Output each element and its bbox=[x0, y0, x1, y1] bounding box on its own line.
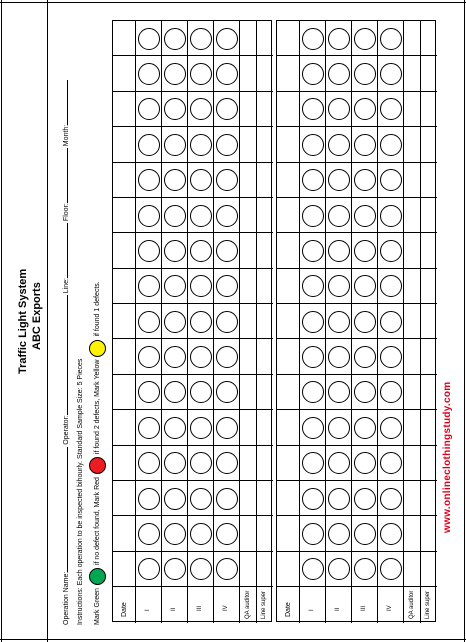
traffic-light-circle[interactable] bbox=[328, 134, 350, 156]
traffic-light-circle[interactable] bbox=[164, 134, 186, 156]
date-cell[interactable] bbox=[113, 339, 135, 373]
date-cell[interactable] bbox=[113, 375, 135, 409]
qa-auditor-cell[interactable] bbox=[240, 446, 256, 480]
qa-auditor-cell[interactable] bbox=[404, 410, 420, 444]
row-label: IV bbox=[223, 605, 229, 611]
date-cell[interactable] bbox=[277, 21, 299, 55]
traffic-light-circle[interactable] bbox=[190, 381, 212, 403]
operator-field[interactable] bbox=[67, 295, 68, 415]
line-super-cell[interactable] bbox=[421, 198, 436, 232]
line-super-cell[interactable] bbox=[257, 92, 272, 126]
traffic-light-circle[interactable] bbox=[164, 205, 186, 227]
traffic-light-circle[interactable] bbox=[302, 488, 324, 510]
line-super-cell[interactable] bbox=[421, 21, 436, 55]
company-name: ABC Exports bbox=[31, 282, 43, 350]
traffic-light-circle[interactable] bbox=[302, 240, 324, 262]
line-super-cell[interactable] bbox=[421, 339, 436, 373]
instructions: Instructions: Each operation to be inspected bihourly. Standard Sample Size: 5 Pieces bbox=[77, 358, 84, 625]
row-label: IV bbox=[387, 605, 393, 611]
traffic-light-circle[interactable] bbox=[164, 28, 186, 50]
date-cell[interactable] bbox=[113, 481, 135, 515]
date-cell[interactable] bbox=[277, 446, 299, 480]
qa-auditor-cell[interactable] bbox=[404, 375, 420, 409]
date-cell[interactable] bbox=[113, 163, 135, 197]
grid-row-divider bbox=[161, 21, 162, 623]
traffic-light-circle[interactable] bbox=[354, 346, 376, 368]
traffic-light-circle[interactable] bbox=[328, 523, 350, 545]
qa-auditor-cell[interactable] bbox=[404, 481, 420, 515]
traffic-light-circle[interactable] bbox=[138, 346, 160, 368]
qa-auditor-cell[interactable] bbox=[240, 127, 256, 161]
traffic-light-circle[interactable] bbox=[190, 28, 212, 50]
row-label: QA auditor bbox=[408, 590, 415, 619]
qa-auditor-cell[interactable] bbox=[240, 21, 256, 55]
date-cell[interactable] bbox=[277, 56, 299, 90]
traffic-light-circle[interactable] bbox=[354, 240, 376, 262]
traffic-light-circle[interactable] bbox=[354, 381, 376, 403]
legend-green-label: Mark Green bbox=[94, 588, 101, 625]
traffic-light-circle[interactable] bbox=[380, 311, 402, 333]
traffic-light-circle[interactable] bbox=[380, 488, 402, 510]
traffic-light-circle[interactable] bbox=[164, 417, 186, 439]
traffic-light-circle[interactable] bbox=[354, 523, 376, 545]
line-super-cell[interactable] bbox=[257, 552, 272, 586]
traffic-light-circle[interactable] bbox=[164, 558, 186, 580]
legend-yellow-text: if found 1 defects. bbox=[94, 281, 101, 337]
traffic-light-circle[interactable] bbox=[302, 275, 324, 297]
traffic-light-circle[interactable] bbox=[380, 346, 402, 368]
traffic-light-circle[interactable] bbox=[164, 381, 186, 403]
traffic-light-circle[interactable] bbox=[328, 311, 350, 333]
row-label: Line super bbox=[261, 590, 267, 619]
date-cell[interactable] bbox=[113, 304, 135, 338]
green-light-icon bbox=[89, 568, 106, 585]
line-super-cell[interactable] bbox=[421, 375, 436, 409]
traffic-light-circle[interactable] bbox=[216, 134, 238, 156]
traffic-light-circle[interactable] bbox=[302, 346, 324, 368]
qa-auditor-cell[interactable] bbox=[240, 269, 256, 303]
line-super-cell[interactable] bbox=[421, 410, 436, 444]
qa-auditor-cell[interactable] bbox=[240, 56, 256, 90]
grid-row-divider bbox=[325, 21, 326, 623]
traffic-light-circle[interactable] bbox=[302, 523, 324, 545]
date-cell[interactable] bbox=[277, 198, 299, 232]
qa-auditor-cell[interactable] bbox=[240, 233, 256, 267]
line-super-cell[interactable] bbox=[257, 516, 272, 550]
traffic-light-circle[interactable] bbox=[138, 488, 160, 510]
traffic-light-circle[interactable] bbox=[380, 63, 402, 85]
row-label: Date bbox=[284, 602, 292, 617]
traffic-light-circle[interactable] bbox=[190, 134, 212, 156]
qa-auditor-cell[interactable] bbox=[404, 339, 420, 373]
traffic-light-circle[interactable] bbox=[216, 452, 238, 474]
traffic-light-circle[interactable] bbox=[138, 311, 160, 333]
line-super-cell[interactable] bbox=[257, 127, 272, 161]
line-field[interactable] bbox=[67, 223, 68, 278]
traffic-light-circle[interactable] bbox=[328, 417, 350, 439]
date-cell[interactable] bbox=[113, 198, 135, 232]
qa-auditor-cell[interactable] bbox=[240, 410, 256, 444]
traffic-light-circle[interactable] bbox=[354, 169, 376, 191]
grid-row-divider bbox=[377, 21, 378, 623]
qa-auditor-cell[interactable] bbox=[404, 269, 420, 303]
grid-column-divider bbox=[277, 586, 437, 587]
traffic-light-circle[interactable] bbox=[190, 275, 212, 297]
qa-auditor-cell[interactable] bbox=[240, 92, 256, 126]
line-super-cell[interactable] bbox=[421, 304, 436, 338]
line-super-cell[interactable] bbox=[421, 92, 436, 126]
traffic-light-circle[interactable] bbox=[216, 275, 238, 297]
traffic-light-circle[interactable] bbox=[302, 28, 324, 50]
traffic-light-circle[interactable] bbox=[138, 558, 160, 580]
line-super-cell[interactable] bbox=[257, 198, 272, 232]
qa-auditor-cell[interactable] bbox=[404, 552, 420, 586]
traffic-light-circle[interactable] bbox=[164, 240, 186, 262]
date-cell[interactable] bbox=[277, 304, 299, 338]
line-label: Line: bbox=[63, 278, 70, 294]
qa-auditor-cell[interactable] bbox=[404, 198, 420, 232]
traffic-light-circle[interactable] bbox=[380, 98, 402, 120]
traffic-light-circle[interactable] bbox=[216, 381, 238, 403]
row-label: II bbox=[335, 607, 341, 611]
qa-auditor-cell[interactable] bbox=[404, 163, 420, 197]
traffic-light-circle[interactable] bbox=[164, 311, 186, 333]
qa-auditor-cell[interactable] bbox=[240, 481, 256, 515]
line-super-cell[interactable] bbox=[257, 304, 272, 338]
date-cell[interactable] bbox=[113, 269, 135, 303]
traffic-light-circle[interactable] bbox=[164, 488, 186, 510]
grid-row-divider bbox=[213, 21, 214, 623]
traffic-light-circle[interactable] bbox=[380, 275, 402, 297]
sheet-title: Traffic Light System bbox=[17, 268, 29, 374]
line-super-cell[interactable] bbox=[421, 516, 436, 550]
traffic-light-circle[interactable] bbox=[216, 417, 238, 439]
traffic-light-circle[interactable] bbox=[216, 488, 238, 510]
traffic-light-circle[interactable] bbox=[302, 98, 324, 120]
traffic-light-circle[interactable] bbox=[138, 523, 160, 545]
traffic-light-circle[interactable] bbox=[380, 452, 402, 474]
date-cell[interactable] bbox=[277, 92, 299, 126]
traffic-light-circle[interactable] bbox=[138, 452, 160, 474]
floor-label: Floor: bbox=[63, 203, 70, 222]
traffic-light-circle[interactable] bbox=[216, 240, 238, 262]
traffic-light-circle[interactable] bbox=[380, 205, 402, 227]
date-cell[interactable] bbox=[113, 21, 135, 55]
qa-auditor-cell[interactable] bbox=[404, 56, 420, 90]
header-fields bbox=[63, 80, 70, 625]
traffic-light-circle[interactable] bbox=[354, 417, 376, 439]
traffic-light-circle[interactable] bbox=[328, 240, 350, 262]
grid-row-divider bbox=[187, 21, 188, 623]
traffic-light-circle[interactable] bbox=[328, 275, 350, 297]
page-border-bottom bbox=[0, 639, 466, 640]
inspection-grid-1 bbox=[112, 20, 272, 622]
date-cell[interactable] bbox=[277, 375, 299, 409]
row-label: II bbox=[171, 607, 177, 611]
traffic-light-circle[interactable] bbox=[328, 452, 350, 474]
legend-red-text: if found 2 defects, Mark Yellow bbox=[94, 359, 101, 455]
qa-auditor-cell[interactable] bbox=[240, 339, 256, 373]
row-label: I bbox=[309, 609, 315, 611]
traffic-light-circle[interactable] bbox=[190, 417, 212, 439]
operation-name-field[interactable] bbox=[67, 447, 68, 572]
operation-name-label: Operation Name: bbox=[63, 571, 70, 625]
page-border-top bbox=[0, 2, 466, 3]
traffic-light-circle[interactable] bbox=[138, 417, 160, 439]
line-super-cell[interactable] bbox=[257, 410, 272, 444]
date-cell[interactable] bbox=[277, 516, 299, 550]
page-divider bbox=[47, 0, 48, 642]
grid-row-divider bbox=[299, 21, 300, 623]
traffic-light-circle[interactable] bbox=[302, 452, 324, 474]
traffic-light-circle[interactable] bbox=[354, 98, 376, 120]
traffic-light-circle[interactable] bbox=[354, 452, 376, 474]
date-cell[interactable] bbox=[277, 233, 299, 267]
date-cell[interactable] bbox=[277, 269, 299, 303]
line-super-cell[interactable] bbox=[257, 56, 272, 90]
traffic-light-circle[interactable] bbox=[354, 311, 376, 333]
traffic-light-circle[interactable] bbox=[190, 98, 212, 120]
traffic-light-circle[interactable] bbox=[138, 98, 160, 120]
date-cell[interactable] bbox=[113, 410, 135, 444]
date-cell[interactable] bbox=[113, 233, 135, 267]
line-super-cell[interactable] bbox=[421, 233, 436, 267]
traffic-light-circle[interactable] bbox=[138, 240, 160, 262]
traffic-light-circle[interactable] bbox=[190, 488, 212, 510]
traffic-light-circle[interactable] bbox=[190, 523, 212, 545]
traffic-light-circle[interactable] bbox=[354, 558, 376, 580]
traffic-light-circle[interactable] bbox=[354, 488, 376, 510]
traffic-light-circle[interactable] bbox=[216, 311, 238, 333]
traffic-light-circle[interactable] bbox=[138, 28, 160, 50]
traffic-light-circle[interactable] bbox=[190, 558, 212, 580]
line-super-cell[interactable] bbox=[257, 339, 272, 373]
traffic-light-circle[interactable] bbox=[190, 240, 212, 262]
traffic-light-circle[interactable] bbox=[354, 63, 376, 85]
traffic-light-circle[interactable] bbox=[380, 558, 402, 580]
qa-auditor-cell[interactable] bbox=[240, 304, 256, 338]
traffic-light-circle[interactable] bbox=[164, 98, 186, 120]
date-cell[interactable] bbox=[277, 339, 299, 373]
date-cell[interactable] bbox=[113, 92, 135, 126]
traffic-light-circle[interactable] bbox=[164, 346, 186, 368]
traffic-light-circle[interactable] bbox=[380, 381, 402, 403]
qa-auditor-cell[interactable] bbox=[240, 552, 256, 586]
line-super-cell[interactable] bbox=[421, 552, 436, 586]
page-border-right bbox=[464, 0, 465, 642]
traffic-light-circle[interactable] bbox=[190, 63, 212, 85]
page-border-left bbox=[1, 0, 2, 642]
traffic-light-circle[interactable] bbox=[138, 275, 160, 297]
legend-green-text: if no defect found, Mark Red bbox=[94, 477, 101, 566]
date-cell[interactable] bbox=[113, 446, 135, 480]
qa-auditor-cell[interactable] bbox=[404, 92, 420, 126]
traffic-light-circle[interactable] bbox=[380, 134, 402, 156]
date-cell[interactable] bbox=[113, 127, 135, 161]
qa-auditor-cell[interactable] bbox=[404, 127, 420, 161]
date-cell[interactable] bbox=[113, 56, 135, 90]
yellow-light-icon bbox=[89, 340, 106, 357]
traffic-light-circle[interactable] bbox=[302, 63, 324, 85]
qa-auditor-cell[interactable] bbox=[240, 163, 256, 197]
red-light-icon bbox=[89, 457, 106, 474]
qa-auditor-cell[interactable] bbox=[404, 516, 420, 550]
traffic-light-circle[interactable] bbox=[164, 523, 186, 545]
traffic-light-circle[interactable] bbox=[328, 169, 350, 191]
traffic-light-circle[interactable] bbox=[164, 63, 186, 85]
traffic-light-circle[interactable] bbox=[354, 28, 376, 50]
qa-auditor-cell[interactable] bbox=[240, 375, 256, 409]
grid-column-divider bbox=[113, 586, 273, 587]
line-super-cell[interactable] bbox=[421, 269, 436, 303]
traffic-light-circle[interactable] bbox=[354, 134, 376, 156]
traffic-light-circle[interactable] bbox=[190, 205, 212, 227]
line-super-cell[interactable] bbox=[421, 481, 436, 515]
traffic-light-circle[interactable] bbox=[302, 205, 324, 227]
date-cell[interactable] bbox=[277, 552, 299, 586]
traffic-light-circle[interactable] bbox=[138, 63, 160, 85]
traffic-light-circle[interactable] bbox=[216, 63, 238, 85]
traffic-light-circle[interactable] bbox=[380, 240, 402, 262]
date-cell[interactable] bbox=[113, 516, 135, 550]
traffic-light-circle[interactable] bbox=[164, 275, 186, 297]
traffic-light-circle[interactable] bbox=[380, 169, 402, 191]
month-field[interactable] bbox=[67, 80, 68, 125]
traffic-light-circle[interactable] bbox=[216, 558, 238, 580]
traffic-light-circle[interactable] bbox=[328, 205, 350, 227]
qa-auditor-cell[interactable] bbox=[404, 304, 420, 338]
date-cell[interactable] bbox=[277, 410, 299, 444]
operator-label: Operator: bbox=[63, 415, 70, 445]
date-cell[interactable] bbox=[277, 163, 299, 197]
traffic-light-circle[interactable] bbox=[164, 452, 186, 474]
date-cell[interactable] bbox=[277, 481, 299, 515]
traffic-light-circle[interactable] bbox=[328, 28, 350, 50]
traffic-light-circle[interactable] bbox=[216, 523, 238, 545]
traffic-light-circle[interactable] bbox=[190, 311, 212, 333]
qa-auditor-cell[interactable] bbox=[404, 446, 420, 480]
traffic-light-circle[interactable] bbox=[216, 205, 238, 227]
inspection-grid-2 bbox=[276, 20, 436, 622]
line-super-cell[interactable] bbox=[421, 127, 436, 161]
traffic-light-circle[interactable] bbox=[190, 169, 212, 191]
date-cell[interactable] bbox=[113, 552, 135, 586]
traffic-light-circle[interactable] bbox=[302, 417, 324, 439]
traffic-light-circle[interactable] bbox=[216, 346, 238, 368]
traffic-light-circle[interactable] bbox=[328, 346, 350, 368]
traffic-light-circle[interactable] bbox=[302, 381, 324, 403]
line-super-cell[interactable] bbox=[257, 233, 272, 267]
traffic-light-circle[interactable] bbox=[216, 28, 238, 50]
traffic-light-circle[interactable] bbox=[302, 311, 324, 333]
traffic-light-circle[interactable] bbox=[380, 417, 402, 439]
line-super-cell[interactable] bbox=[257, 375, 272, 409]
row-label: I bbox=[145, 609, 151, 611]
row-label: III bbox=[197, 605, 203, 611]
traffic-light-circle[interactable] bbox=[380, 28, 402, 50]
traffic-light-circle[interactable] bbox=[138, 134, 160, 156]
traffic-light-circle[interactable] bbox=[138, 169, 160, 191]
traffic-light-circle[interactable] bbox=[216, 98, 238, 120]
traffic-light-circle[interactable] bbox=[328, 558, 350, 580]
qa-auditor-cell[interactable] bbox=[240, 198, 256, 232]
line-super-cell[interactable] bbox=[257, 446, 272, 480]
traffic-light-circle[interactable] bbox=[302, 558, 324, 580]
line-super-cell[interactable] bbox=[257, 269, 272, 303]
row-label: Date bbox=[120, 602, 128, 617]
traffic-light-circle[interactable] bbox=[328, 488, 350, 510]
floor-field[interactable] bbox=[67, 148, 68, 203]
traffic-light-circle[interactable] bbox=[328, 98, 350, 120]
line-super-cell[interactable] bbox=[421, 446, 436, 480]
row-label: Line super bbox=[425, 590, 431, 619]
watermark-url: www.onlineclothingstudy.com bbox=[442, 381, 453, 533]
traffic-light-circle[interactable] bbox=[354, 275, 376, 297]
line-super-cell[interactable] bbox=[257, 21, 272, 55]
traffic-light-circle[interactable] bbox=[190, 346, 212, 368]
traffic-light-circle[interactable] bbox=[216, 169, 238, 191]
date-cell[interactable] bbox=[277, 127, 299, 161]
traffic-light-circle[interactable] bbox=[302, 169, 324, 191]
traffic-light-circle[interactable] bbox=[164, 169, 186, 191]
month-label: Month: bbox=[63, 124, 70, 147]
line-super-cell[interactable] bbox=[257, 163, 272, 197]
row-label: III bbox=[361, 605, 367, 611]
grid-row-divider bbox=[135, 21, 136, 623]
traffic-light-circle[interactable] bbox=[380, 523, 402, 545]
grid-row-divider bbox=[351, 21, 352, 623]
line-super-cell[interactable] bbox=[421, 56, 436, 90]
traffic-light-circle[interactable] bbox=[328, 381, 350, 403]
row-label: QA auditor bbox=[244, 590, 251, 619]
traffic-light-circle[interactable] bbox=[190, 452, 212, 474]
legend bbox=[89, 281, 106, 625]
line-super-cell[interactable] bbox=[257, 481, 272, 515]
traffic-light-circle[interactable] bbox=[354, 205, 376, 227]
traffic-light-circle[interactable] bbox=[138, 381, 160, 403]
qa-auditor-cell[interactable] bbox=[404, 233, 420, 267]
traffic-light-circle[interactable] bbox=[302, 134, 324, 156]
traffic-light-circle[interactable] bbox=[328, 63, 350, 85]
traffic-light-circle[interactable] bbox=[138, 205, 160, 227]
qa-auditor-cell[interactable] bbox=[240, 516, 256, 550]
qa-auditor-cell[interactable] bbox=[404, 21, 420, 55]
line-super-cell[interactable] bbox=[421, 163, 436, 197]
